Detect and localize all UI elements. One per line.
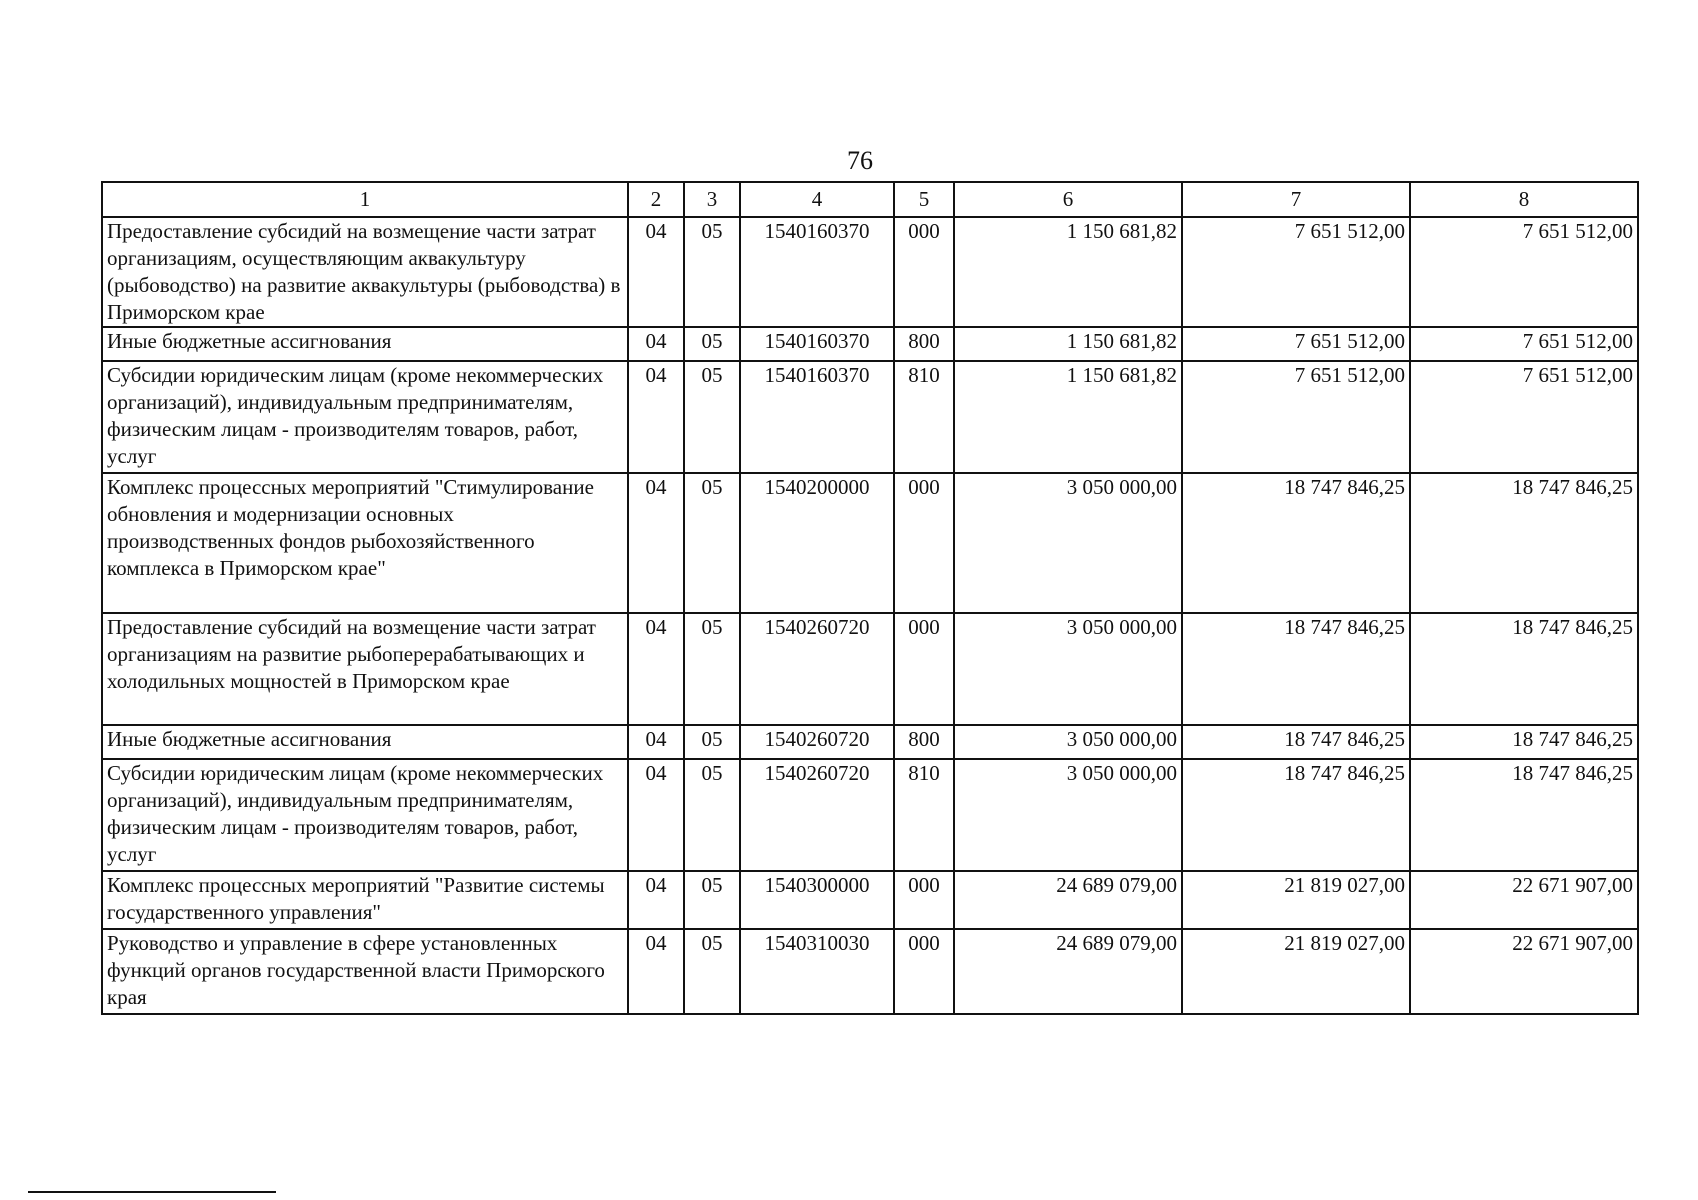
target-article-code: 1540260720 [740, 725, 894, 759]
section-code: 04 [628, 871, 684, 929]
expense-type-code: 810 [894, 361, 954, 473]
target-article-code: 1540160370 [740, 327, 894, 361]
section-code: 04 [628, 473, 684, 613]
column-header-1: 1 [102, 182, 628, 217]
amount-col6: 3 050 000,00 [954, 473, 1182, 613]
section-code: 04 [628, 361, 684, 473]
amount-col7: 7 651 512,00 [1182, 327, 1410, 361]
target-article-code: 1540160370 [740, 361, 894, 473]
target-article-code: 1540260720 [740, 759, 894, 871]
table-row [102, 473, 1638, 613]
row-name: Субсидии юридическим лицам (кроме некоммерческих организаций), индивидуальным предпринимателям, физическим лицам - производителям товаров, работ, услуг [102, 361, 628, 473]
subsection-code: 05 [684, 929, 740, 1014]
amount-col8: 22 671 907,00 [1410, 929, 1638, 1014]
amount-col8: 7 651 512,00 [1410, 327, 1638, 361]
section-code: 04 [628, 613, 684, 725]
table-row [102, 929, 1638, 1014]
expense-type-code: 000 [894, 929, 954, 1014]
expense-type-code: 000 [894, 613, 954, 725]
row-name: Комплекс процессных мероприятий "Стимулирование обновления и модернизации основных производственных фондов рыбохозяйственного комплекса в Приморском крае" [102, 473, 628, 613]
expense-type-code: 800 [894, 327, 954, 361]
amount-col6: 3 050 000,00 [954, 613, 1182, 725]
expense-type-code: 000 [894, 217, 954, 327]
target-article-code: 1540160370 [740, 217, 894, 327]
table-row [102, 217, 1638, 327]
column-header-3: 3 [684, 182, 740, 217]
table-row [102, 759, 1638, 871]
amount-col7: 18 747 846,25 [1182, 473, 1410, 613]
column-header-4: 4 [740, 182, 894, 217]
amount-col6: 3 050 000,00 [954, 725, 1182, 759]
amount-col6: 3 050 000,00 [954, 759, 1182, 871]
section-code: 04 [628, 759, 684, 871]
amount-col6: 1 150 681,82 [954, 361, 1182, 473]
amount-col7: 21 819 027,00 [1182, 929, 1410, 1014]
amount-col7: 18 747 846,25 [1182, 613, 1410, 725]
subsection-code: 05 [684, 725, 740, 759]
target-article-code: 1540310030 [740, 929, 894, 1014]
table-row [102, 327, 1638, 361]
amount-col6: 24 689 079,00 [954, 929, 1182, 1014]
amount-col8: 18 747 846,25 [1410, 725, 1638, 759]
amount-col6: 24 689 079,00 [954, 871, 1182, 929]
row-name: Предоставление субсидий на возмещение части затрат организациям на развитие рыбоперерабатывающих и холодильных мощностей в Приморском крае [102, 613, 628, 725]
amount-col7: 21 819 027,00 [1182, 871, 1410, 929]
footnote-divider [28, 1191, 276, 1193]
target-article-code: 1540260720 [740, 613, 894, 725]
section-code: 04 [628, 217, 684, 327]
header-row [102, 182, 1638, 217]
amount-col6: 1 150 681,82 [954, 217, 1182, 327]
subsection-code: 05 [684, 217, 740, 327]
expense-type-code: 810 [894, 759, 954, 871]
column-header-6: 6 [954, 182, 1182, 217]
column-header-2: 2 [628, 182, 684, 217]
row-name: Предоставление субсидий на возмещение части затрат организациям, осуществляющим аквакультуру (рыбоводство) на развитие аквакультуры (рыбоводства) в Приморском крае [102, 217, 628, 327]
amount-col8: 18 747 846,25 [1410, 759, 1638, 871]
target-article-code: 1540300000 [740, 871, 894, 929]
budget-table [101, 181, 1639, 1015]
subsection-code: 05 [684, 327, 740, 361]
row-name: Иные бюджетные ассигнования [102, 725, 628, 759]
amount-col8: 7 651 512,00 [1410, 217, 1638, 327]
amount-col8: 18 747 846,25 [1410, 613, 1638, 725]
column-header-7: 7 [1182, 182, 1410, 217]
section-code: 04 [628, 327, 684, 361]
amount-col8: 18 747 846,25 [1410, 473, 1638, 613]
table-row [102, 725, 1638, 759]
section-code: 04 [628, 725, 684, 759]
section-code: 04 [628, 929, 684, 1014]
subsection-code: 05 [684, 361, 740, 473]
expense-type-code: 000 [894, 473, 954, 613]
table-row [102, 871, 1638, 929]
amount-col8: 22 671 907,00 [1410, 871, 1638, 929]
amount-col8: 7 651 512,00 [1410, 361, 1638, 473]
amount-col6: 1 150 681,82 [954, 327, 1182, 361]
subsection-code: 05 [684, 759, 740, 871]
row-name: Субсидии юридическим лицам (кроме некоммерческих организаций), индивидуальным предпринимателям, физическим лицам - производителям товаров, работ, услуг [102, 759, 628, 871]
amount-col7: 18 747 846,25 [1182, 759, 1410, 871]
row-name: Комплекс процессных мероприятий "Развитие системы государственного управления" [102, 871, 628, 929]
subsection-code: 05 [684, 473, 740, 613]
amount-col7: 7 651 512,00 [1182, 361, 1410, 473]
amount-col7: 18 747 846,25 [1182, 725, 1410, 759]
amount-col7: 7 651 512,00 [1182, 217, 1410, 327]
column-header-5: 5 [894, 182, 954, 217]
column-header-8: 8 [1410, 182, 1638, 217]
expense-type-code: 800 [894, 725, 954, 759]
page-number: 76 [847, 146, 873, 175]
table-row [102, 361, 1638, 473]
row-name: Руководство и управление в сфере установленных функций органов государственной власти Приморского края [102, 929, 628, 1014]
row-name: Иные бюджетные ассигнования [102, 327, 628, 361]
expense-type-code: 000 [894, 871, 954, 929]
table-row [102, 613, 1638, 725]
subsection-code: 05 [684, 871, 740, 929]
target-article-code: 1540200000 [740, 473, 894, 613]
subsection-code: 05 [684, 613, 740, 725]
